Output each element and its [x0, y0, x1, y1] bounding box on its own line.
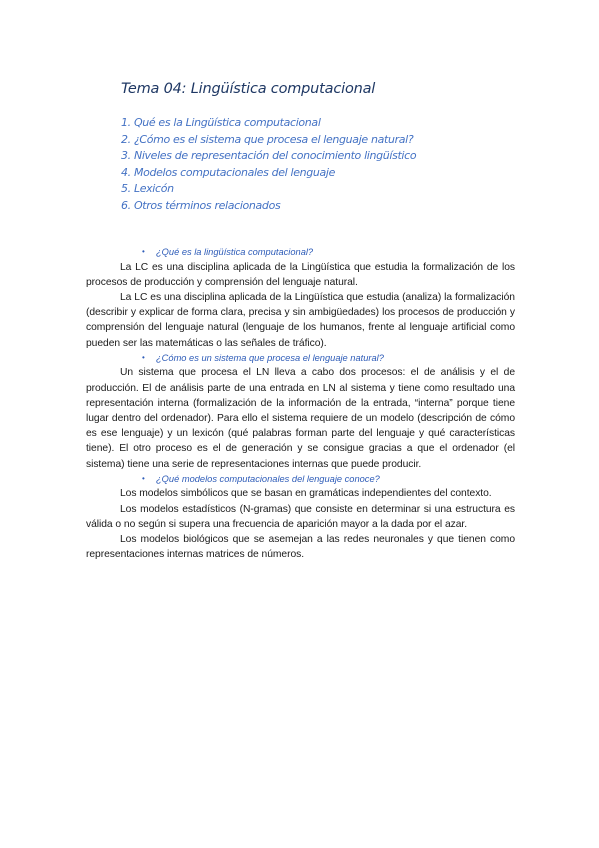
bullet-icon: •	[142, 247, 145, 256]
toc-item: 1. Qué es la Lingüística computacional	[121, 116, 321, 129]
toc-item: 6. Otros términos relacionados	[121, 198, 281, 212]
toc-item: 2. ¿Cómo es el sistema que procesa el lenguaje natural?	[121, 132, 414, 146]
section-heading-text: ¿Cómo es un sistema que procesa el lenguaje natural?	[156, 352, 384, 363]
paragraph: Los modelos simbólicos que se basan en gramáticas independientes del contexto.	[120, 488, 492, 500]
section-heading-text: ¿Qué es la lingüística computacional?	[156, 247, 314, 257]
table-of-contents	[121, 115, 416, 215]
toc-item: 3. Niveles de representación del conocimiento lingüístico	[121, 149, 417, 163]
section-heading	[86, 351, 515, 366]
bullet-icon: •	[142, 352, 145, 362]
paragraph: Los modelos estadísticos (N-gramas) que consiste en determinar si una estructura es válida o no según si supera una frecuencia de aparición mayor a la dada por el azar.	[86, 503, 515, 530]
paragraph: Un sistema que procesa el LN lleva a cabo dos procesos: el de análisis y el de producción. El de análisis parte de una entrada en LN al sistema y tiene como resultado una representación interna (formalización de la información de la entrada, “interna” porque tiene lugar dentro del ordenador). Para ello el sistema requiere de un modelo (descripción de cómo es ese lenguaje) y un lexicón (qué palabras forman parte del lenguaje y qué características tiene). El otro proceso es el de generación y se consigue gracias a que el ordenador (el sistema) tiene una serie de representaciones internas que puede producir.	[86, 367, 515, 470]
document-title: Tema 04: Lingüística computacional	[121, 81, 376, 97]
bullet-icon: •	[142, 473, 145, 483]
section-heading	[86, 472, 515, 487]
paragraph: Los modelos biológicos que se asemejan a las redes neuronales y que tienen como representaciones internas matrices de números.	[86, 534, 515, 561]
document-body	[86, 245, 515, 562]
toc-item: 5. Lexicón	[121, 182, 174, 196]
section-heading	[86, 245, 515, 260]
toc-item: 4. Modelos computacionales del lenguaje	[121, 165, 336, 179]
paragraph: La LC es una disciplina aplicada de la Lingüística que estudia la formalización de los procesos de producción y comprensión del lenguaje natural.	[86, 261, 515, 288]
paragraph: La LC es una disciplina aplicada de la Lingüística que estudia (analiza) la formalización (describir y explicar de forma clara, precisa y sin ambigüedades) los procesos de producción y comprensión del lenguaje natural (lenguaje de los humanos, frente al lenguaje artificial como pueden ser las matemáticas o las señales de tráfico).	[86, 292, 515, 349]
section-heading-text: ¿Qué modelos computacionales del lenguaje conoce?	[156, 473, 380, 484]
